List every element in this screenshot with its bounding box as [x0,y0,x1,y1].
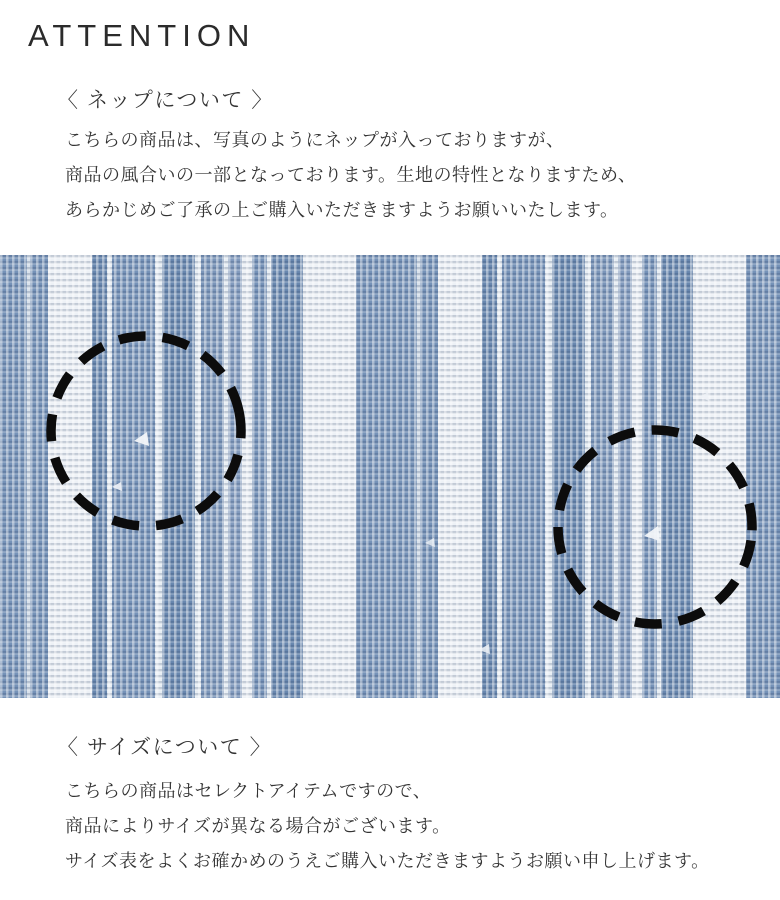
nep-text-line: 商品の風合いの一部となっております。生地の特性となりますため、 [65,165,637,185]
nep-highlight-circle-left [33,318,258,543]
fabric-photo [0,255,780,698]
nep-speck [644,526,660,541]
page-title: ATTENTION [28,18,256,53]
size-text-line: 商品によりサイズが異なる場合がございます。 [65,816,451,836]
nep-text-line: あらかじめご了承の上ご購入いただきますようお願いいたします。 [65,200,619,220]
nep-speck [700,392,709,401]
nep-section-text [65,123,636,228]
size-text-line: こちらの商品はセレクトアイテムですので、 [65,781,432,801]
size-section-heading: 〈 サイズについて 〉 [57,736,273,759]
nep-speck [479,644,490,654]
size-text-line: サイズ表をよくお確かめのうえご購入いただきますようお願い申し上げます。 [65,851,710,871]
nep-speck [134,432,149,446]
size-section-text [65,774,710,879]
nep-speck [112,482,122,491]
nep-section-heading: 〈 ネップについて 〉 [57,89,274,112]
nep-highlight-overlay [0,255,780,698]
nep-highlight-circle-right [545,417,764,636]
nep-text-line: こちらの商品は、写真のようにネップが入っておりますが、 [65,130,565,150]
nep-speck [425,538,435,547]
